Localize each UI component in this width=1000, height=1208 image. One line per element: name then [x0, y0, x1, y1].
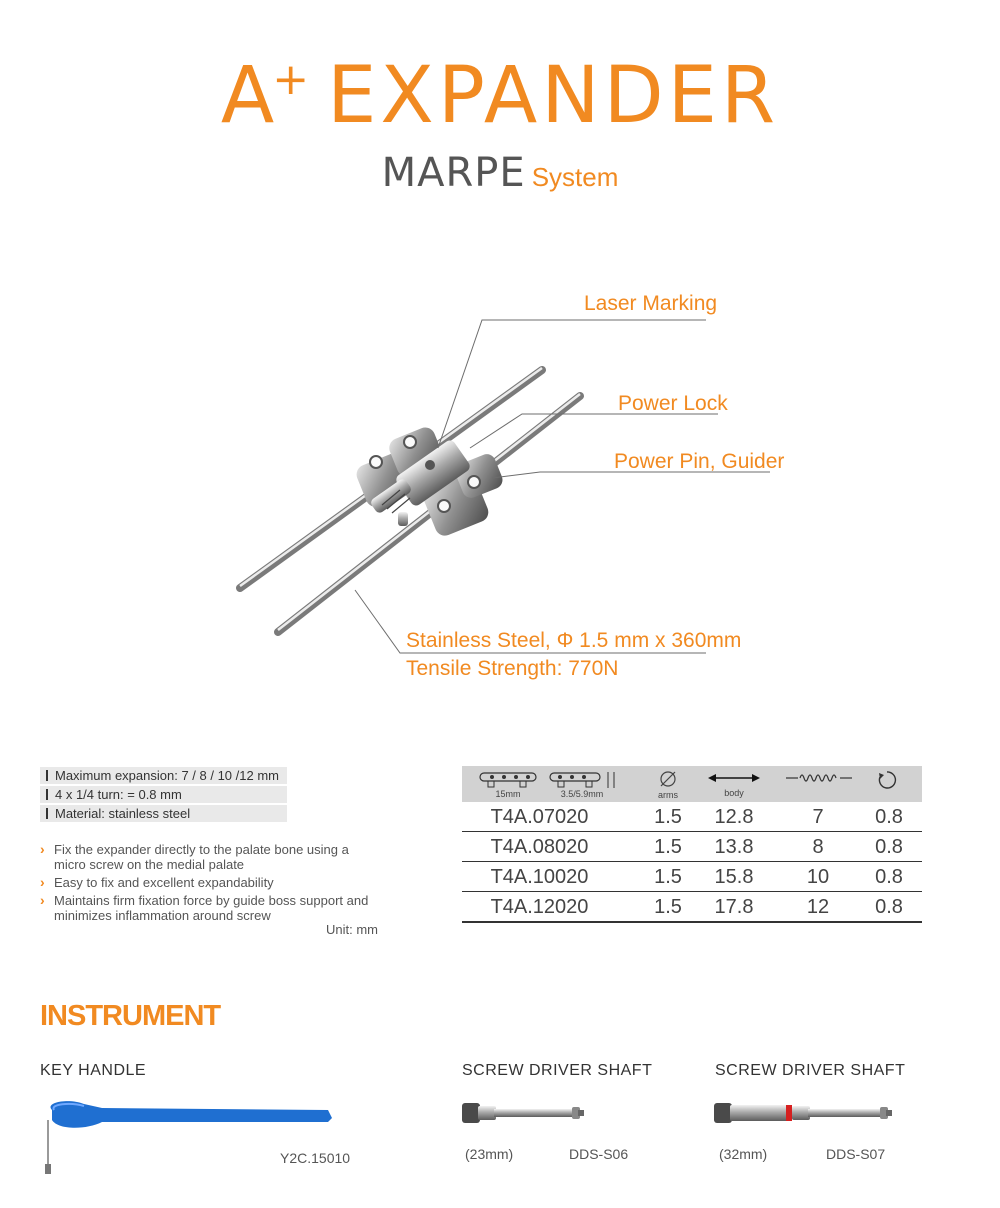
spec-text: Material: stainless steel — [55, 806, 191, 821]
cell-arms: 1.5 — [654, 836, 682, 858]
cell-code: T4A.08020 — [490, 836, 589, 858]
screw-driver-23-size: (23mm) — [465, 1146, 514, 1162]
cell-expansion: 12 — [806, 896, 830, 918]
table-row — [462, 802, 922, 832]
cell-turn: 0.8 — [875, 896, 903, 918]
caption-dim1: 15mm — [495, 789, 521, 799]
cell-body: 17.8 — [714, 896, 754, 918]
feature-text: Easy to fix and excellent expandability — [54, 875, 274, 890]
caption-dim2: 3.5/5.9mm — [560, 789, 604, 799]
table-row — [462, 832, 922, 862]
callout-laser-marking: Laser Marking — [584, 292, 718, 315]
spec-max-expansion — [40, 767, 287, 785]
callout-power-lock: Power Lock — [618, 392, 728, 415]
cell-arms: 1.5 — [654, 806, 682, 828]
callout-power-pin: Power Pin, Guider — [614, 450, 785, 473]
cell-body: 13.8 — [714, 836, 754, 858]
table-header — [462, 766, 922, 802]
expander-height-icon — [548, 770, 624, 790]
cell-expansion: 7 — [812, 806, 824, 828]
length-arrow-icon — [708, 772, 760, 784]
unit-note: Unit: mm — [326, 922, 378, 937]
cell-expansion: 10 — [806, 866, 830, 888]
key-handle-image — [40, 1096, 340, 1186]
system-name: MARPE — [381, 150, 526, 196]
feature-text: Maintains firm fixation force by guide boss support and minimizes inflammation around screw — [54, 893, 369, 923]
screw-driver-32-size: (32mm) — [719, 1146, 768, 1162]
expander-body — [354, 424, 506, 538]
expander-width-icon — [476, 770, 540, 790]
feature-text: Fix the expander directly to the palate bone using a micro screw on the medial palate — [54, 842, 349, 872]
rotation-icon — [876, 769, 898, 791]
screw-driver-32-image — [714, 1098, 904, 1128]
caption-arms: arms — [658, 790, 678, 800]
key-handle-code: Y2C.15010 — [280, 1150, 351, 1166]
cell-turn: 0.8 — [875, 836, 903, 858]
spec-table — [462, 766, 922, 923]
diameter-icon — [658, 769, 678, 789]
system-label: System — [531, 162, 619, 192]
cell-arms: 1.5 — [654, 896, 682, 918]
key-handle-label: KEY HANDLE — [40, 1062, 147, 1079]
spec-material — [40, 805, 287, 823]
brand-letter: A — [220, 51, 279, 141]
cell-body: 15.8 — [714, 866, 754, 888]
expansion-screw-icon — [784, 771, 854, 785]
brand-plus: + — [272, 54, 314, 105]
feature-item: › Easy to fix and excellent expandability — [40, 875, 380, 890]
callout-tensile: Tensile Strength: 770N — [406, 657, 619, 680]
instrument-title: INSTRUMENT — [40, 1000, 221, 1032]
table-row — [462, 892, 922, 923]
screw-driver-23-code: DDS-S06 — [569, 1146, 629, 1162]
callout-material: Stainless Steel, Φ 1.5 mm x 360mm — [406, 629, 742, 652]
cell-arms: 1.5 — [654, 866, 682, 888]
table-row — [462, 862, 922, 892]
cell-turn: 0.8 — [875, 806, 903, 828]
feature-item: › Maintains firm fixation force by guide boss support and minimizes inflammation around screw — [40, 893, 380, 923]
cell-code: T4A.12020 — [490, 896, 589, 918]
screw-driver-32-label: SCREW DRIVER SHAFT — [715, 1062, 906, 1079]
spec-turn — [40, 786, 287, 804]
caption-body: body — [724, 788, 744, 798]
screw-driver-32-code: DDS-S07 — [826, 1146, 886, 1162]
spec-text: 4 x 1/4 turn: = 0.8 mm — [55, 787, 182, 802]
brand-word: EXPANDER — [327, 51, 780, 141]
spec-text: Maximum expansion: 7 / 8 / 10 /12 mm — [55, 768, 279, 783]
cell-code: T4A.10020 — [490, 866, 589, 888]
cell-code: T4A.07020 — [490, 806, 589, 828]
cell-body: 12.8 — [714, 806, 754, 828]
feature-item: › Fix the expander directly to the palate bone using a micro screw on the medial palate — [40, 842, 380, 872]
screw-driver-23-label: SCREW DRIVER SHAFT — [462, 1062, 653, 1079]
cell-turn: 0.8 — [875, 866, 903, 888]
cell-expansion: 8 — [812, 836, 824, 858]
screw-driver-23-image — [462, 1098, 592, 1128]
